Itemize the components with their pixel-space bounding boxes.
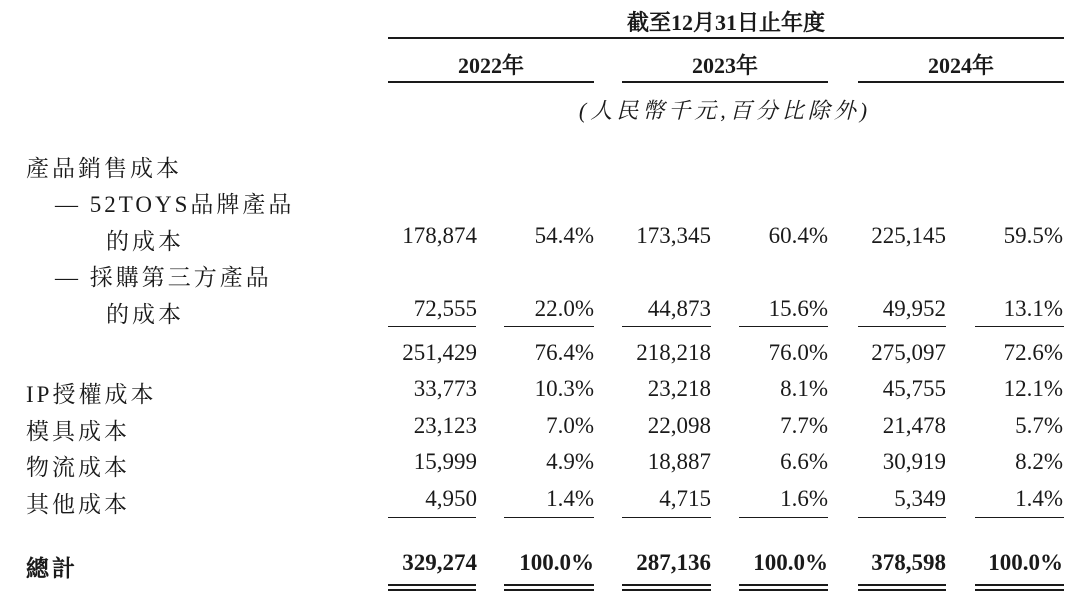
cell-third-party-2024-amount: 49,952 xyxy=(882,296,946,321)
cell-ip-2023-amount: 23,218 xyxy=(647,376,711,401)
cell-other-2024-amount: 5,349 xyxy=(894,486,946,511)
label-52toys-line2: 的成本 xyxy=(106,229,184,254)
total-top-rule xyxy=(388,517,476,518)
cell-ip-2024-pct: 12.1% xyxy=(1003,376,1063,401)
cell-52toys-2023-amount: 173,345 xyxy=(636,223,711,248)
label-product-sales-cost: 產品銷售成本 xyxy=(26,156,182,181)
cell-subtotal-2022-amount: 251,429 xyxy=(402,340,477,365)
subtotal-rule xyxy=(858,326,946,327)
subtotal-rule xyxy=(622,326,711,327)
cell-third-party-2022-amount: 72,555 xyxy=(413,296,477,321)
cell-logistics-2024-pct: 8.2% xyxy=(1015,449,1063,474)
period-title-rule xyxy=(388,37,1064,39)
cell-logistics-2022-amount: 15,999 xyxy=(413,449,477,474)
cell-ip-2023-pct: 8.1% xyxy=(780,376,828,401)
total-top-rule xyxy=(739,517,828,518)
cell-logistics-2022-pct: 4.9% xyxy=(546,449,594,474)
total-double-rule xyxy=(975,584,1064,586)
year-rule-2022 xyxy=(388,81,594,83)
cell-52toys-2023-pct: 60.4% xyxy=(768,223,828,248)
cell-mold-2024-amount: 21,478 xyxy=(882,413,946,438)
subtotal-rule xyxy=(975,326,1064,327)
cell-subtotal-2024-amount: 275,097 xyxy=(871,340,946,365)
total-double-rule xyxy=(388,589,476,591)
total-double-rule xyxy=(504,589,594,591)
cell-third-party-2023-amount: 44,873 xyxy=(647,296,711,321)
cell-other-2024-pct: 1.4% xyxy=(1015,486,1063,511)
cell-total-2024-amount: 378,598 xyxy=(871,550,946,575)
unit-note: (人民幣千元,百分比除外) xyxy=(578,98,872,123)
cell-52toys-2022-amount: 178,874 xyxy=(402,223,477,248)
cell-ip-2022-pct: 10.3% xyxy=(534,376,594,401)
label-52toys-line1: — 52TOYS品牌產品 xyxy=(55,192,295,217)
total-double-rule xyxy=(504,584,594,586)
cell-subtotal-2023-amount: 218,218 xyxy=(636,340,711,365)
subtotal-rule xyxy=(388,326,476,327)
cell-ip-2024-amount: 45,755 xyxy=(882,376,946,401)
cell-third-party-2024-pct: 13.1% xyxy=(1003,296,1063,321)
cell-52toys-2022-pct: 54.4% xyxy=(534,223,594,248)
cell-mold-2022-amount: 23,123 xyxy=(413,413,477,438)
year-rule-2024 xyxy=(858,81,1064,83)
total-top-rule xyxy=(504,517,594,518)
cell-third-party-2023-pct: 15.6% xyxy=(768,296,828,321)
label-third-party-line1: — 採購第三方產品 xyxy=(55,265,272,290)
year-header-2023: 2023年 xyxy=(691,53,758,78)
cell-total-2024-pct: 100.0% xyxy=(988,550,1063,575)
cell-ip-2022-amount: 33,773 xyxy=(413,376,477,401)
cell-52toys-2024-pct: 59.5% xyxy=(1003,223,1063,248)
cell-total-2023-pct: 100.0% xyxy=(753,550,828,575)
period-title: 截至12月31日止年度 xyxy=(626,10,825,35)
cell-third-party-2022-pct: 22.0% xyxy=(534,296,594,321)
cell-logistics-2023-pct: 6.6% xyxy=(780,449,828,474)
cell-mold-2023-pct: 7.7% xyxy=(780,413,828,438)
total-double-rule xyxy=(388,584,476,586)
total-double-rule xyxy=(739,589,828,591)
total-double-rule xyxy=(858,584,946,586)
subtotal-rule xyxy=(504,326,594,327)
cell-mold-2024-pct: 5.7% xyxy=(1015,413,1063,438)
subtotal-rule xyxy=(739,326,828,327)
cell-total-2022-pct: 100.0% xyxy=(519,550,594,575)
total-top-rule xyxy=(622,517,711,518)
total-double-rule xyxy=(975,589,1064,591)
cell-other-2023-pct: 1.6% xyxy=(780,486,828,511)
label-ip-license: IP授權成本 xyxy=(26,382,157,407)
total-top-rule xyxy=(975,517,1064,518)
cell-total-2023-amount: 287,136 xyxy=(636,550,711,575)
cell-other-2023-amount: 4,715 xyxy=(659,486,711,511)
cell-subtotal-2024-pct: 72.6% xyxy=(1003,340,1063,365)
year-header-2024: 2024年 xyxy=(927,53,994,78)
label-total: 總計 xyxy=(26,556,78,581)
cell-mold-2023-amount: 22,098 xyxy=(647,413,711,438)
cell-other-2022-pct: 1.4% xyxy=(546,486,594,511)
cell-subtotal-2022-pct: 76.4% xyxy=(534,340,594,365)
label-other: 其他成本 xyxy=(26,492,130,517)
label-third-party-line2: 的成本 xyxy=(106,302,184,327)
cell-other-2022-amount: 4,950 xyxy=(425,486,477,511)
cell-logistics-2024-amount: 30,919 xyxy=(882,449,946,474)
cell-52toys-2024-amount: 225,145 xyxy=(871,223,946,248)
year-header-2022: 2022年 xyxy=(457,53,524,78)
total-double-rule xyxy=(622,589,711,591)
total-double-rule xyxy=(622,584,711,586)
label-mold: 模具成本 xyxy=(26,419,130,444)
year-rule-2023 xyxy=(622,81,828,83)
cell-subtotal-2023-pct: 76.0% xyxy=(768,340,828,365)
total-double-rule xyxy=(858,589,946,591)
cell-mold-2022-pct: 7.0% xyxy=(546,413,594,438)
total-top-rule xyxy=(858,517,946,518)
total-double-rule xyxy=(739,584,828,586)
cell-total-2022-amount: 329,274 xyxy=(402,550,477,575)
label-logistics: 物流成本 xyxy=(26,455,130,480)
cell-logistics-2023-amount: 18,887 xyxy=(647,449,711,474)
